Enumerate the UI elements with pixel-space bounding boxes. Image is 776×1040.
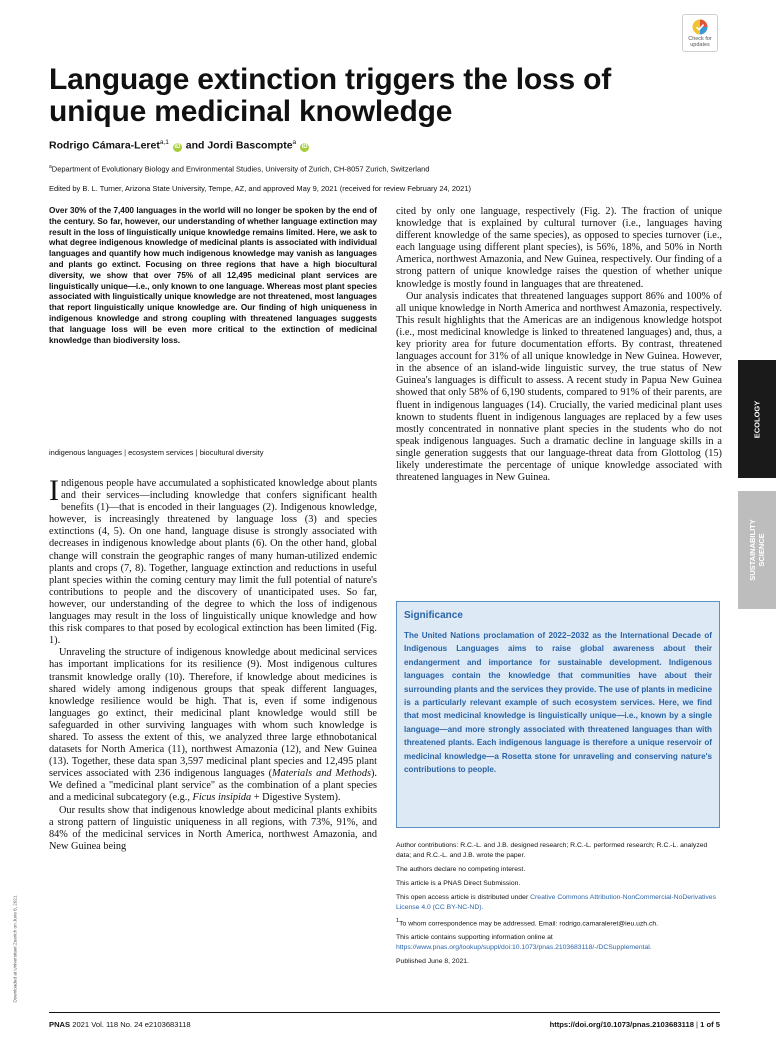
footer-divider [49, 1012, 720, 1013]
footer-citation [49, 1020, 191, 1029]
check-updates-label-2: updates [690, 42, 710, 48]
affiliation-sup: a [49, 164, 52, 170]
license-link[interactable]: Creative Commons Attribution-NonCommercial-NoDerivatives License 4.0 (CC BY-NC-ND). [396, 894, 716, 911]
abstract: Over 30% of the 7,400 languages in the world will no longer be spoken by the end of the century. So far, however, our understanding of whether language extinction may result in the loss of linguistically unique knowledge remains limited. Here, we ask to what degree indigenous knowledge of medicinal plants is associated with individual languages and quantify how much indigenous knowledge may vanish as languages and plants go extinct. Focusing on three regions that have a high biocultural diversity, we show that over 75% of all 12,495 medicinal plant services are linguistically unique—i.e., only known to one language. Whereas most plant species associated with linguistically unique knowledge are not threatened, most languages that report linguistically unique knowledge are. Our finding of high uniqueness in indigenous knowledge and strong coupling with threatened languages suggests that language loss will be even more critical to the extinction of medicinal knowledge than biodiversity loss. [49, 206, 377, 345]
author-1-affil: a,1 [159, 139, 169, 146]
correspondence-note [396, 917, 720, 929]
competing-interest: The authors declare no competing interest. [396, 865, 526, 873]
orcid-icon[interactable]: iD [301, 143, 308, 150]
body-text: + Digestive System). [251, 792, 341, 804]
page-number: 1 of 5 [700, 1020, 720, 1029]
paper-title: Language extinction triggers the loss of unique medicinal knowledge [49, 63, 612, 128]
section-tab-ecology-label: ECOLOGY [752, 400, 762, 438]
body-paragraph [49, 647, 377, 804]
body-text: ndigenous people have accumulated a sophisticated knowledge about plants and their services—including knowledge that confers significant health benefits (1)—that is encoded in their languages (2). Indigenous knowledge, however, is increasingly threatened by language loss (3) and species extinctions (4, 5). On one hand, language disuse is strongly associated with decreases in indigenous knowledge about plants (6). On the other hand, global change will constrain the geographic ranges of many human-utilized endemic plants and crops (7, 8). Together, language extinction and reductions in useful plant species within the coming century may limit the full potential of nature's contributions to people and the discovery of unanticipated uses. So far, however, our understanding of the degree to which the loss of indigenous languages may result in the loss of linguistically unique knowledge and how this risk compares to that posed by ecological extinction has been limited (Fig. 1). [49, 478, 377, 647]
section-tab-sustainability-label [748, 519, 766, 581]
author-line [49, 139, 310, 152]
affiliation-text: Department of Evolutionary Biology and Environmental Studies, University of Zurich, CH-8057 Zurich, Switzerland [51, 164, 430, 174]
body-paragraph: Our analysis indicates that threatened languages support 86% and 100% of all unique knowledge in North America and northwest Amazonia, respectively. This result highlights that the Americas are an indigenous knowledge hotspot (i.e., most medicinal knowledge is linked to threatened languages) and, thus, a key priority area for future documentation efforts. By contrast, threatened languages account for 31% of all unique knowledge in New Guinea. However, in the absence of an island-wide linguistic survey, the true status of New Guinea's languages is difficult to assess. A recent study in Papua New Guinea showed that only 58% of 6,190 students, compared to 91% of their parents, are fluent in indigenous languages (14). Crucially, the varied medicinal plant uses known to students fluent in indigenous languages are replaced by a few uses mostly concentrated in nonnative plant species in the students who do not speak indigenous languages. Such a dramatic decline in language skills in a single generation suggests that our language-threat data from Glottolog (15) likely underestimate the percentage of unique knowledge associated with threatened languages in New Guinea. [396, 290, 722, 484]
license-note [396, 893, 720, 912]
section-tab-sustainability [738, 491, 776, 609]
body-italic: Materials and Methods [272, 768, 371, 780]
check-updates-icon [691, 18, 709, 36]
significance-text: The United Nations proclamation of 2022–2032 as the International Decade of Indigenous Languages aims to raise global awareness about their endangerment and importance for sustainable development. Indigenous languages contain the knowledge that communities have about their surrounding plants and the services they provide. The use of plants in medicine is a particularly relevant example of such ecosystem services. Here, we find that most medicinal knowledge is linguistically unique—i.e., known by a single language—and more strongly associated with threatened languages than with threatened plants. Each indigenous language is therefore a unique reservoir of medicinal knowledge—a Rosetta stone for unraveling and conserving nature's contributions to people. [404, 631, 712, 775]
significance-heading: Significance [404, 610, 463, 621]
supplement-link[interactable]: https://www.pnas.org/lookup/suppl/doi:10.1073/pnas.2103683118/-/DCSupplemental. [396, 943, 652, 951]
significance-box [396, 601, 720, 828]
supplement-text: This article contains supporting information online at [396, 934, 553, 942]
author-2-affil: a [292, 139, 297, 146]
footnotes [396, 841, 720, 971]
keyword: biocultural diversity [199, 448, 264, 457]
check-updates-label-1: Check for [688, 36, 712, 42]
author-connector: and [185, 139, 205, 152]
keywords [49, 448, 263, 457]
science-word: SCIENCE [757, 533, 766, 567]
drop-cap: I [49, 478, 59, 507]
check-for-updates-badge[interactable] [682, 14, 718, 52]
body-left-column [49, 478, 377, 988]
body-text: ). We defined a "medicinal plant service" as the combination of a plant species and a medicinal subcategory (e.g., [49, 768, 377, 804]
download-note-text: Downloaded at Universitaet Zuerich on June 8, 2021 [12, 895, 18, 1003]
published-date: Published June 8, 2021. [396, 958, 469, 966]
body-paragraph: Our results show that indigenous knowledge about medicinal plants exhibits a strong pattern of linguistic uniqueness in all regions, with 73%, 91%, and 84% of the medicinal services in North America, northwest Amazonia, and New Guinea being [49, 804, 377, 852]
supplement-note [396, 933, 720, 952]
author-contributions: Author contributions: R.C.-L. and J.B. designed research; R.C.-L. performed research; R.C.-L. analyzed data; and R.C.-L. and J.B. wrote the paper. [396, 842, 708, 859]
correspondence-text: To whom correspondence may be addressed. Email: rodrigo.camaraleret@ieu.uzh.ch. [399, 920, 659, 928]
body-paragraph: cited by only one language, respectively (Fig. 2). The fraction of unique knowledge that is explained by cultural turnover (i.e., languages having different knowledge of the same species), as opposed to species turnover (i.e., each language using different plant species), is 56%, 18%, and 50% in North America, northwest Amazonia, and New Guinea, respectively. Our finding of a strong pattern of unique knowledge raises the question of whether unique knowledge is mostly found in languages that are threatened. [396, 206, 722, 290]
edited-by-line: Edited by B. L. Turner, Arizona State University, Tempe, AZ, and approved May 9, 2021 (received for review February 24, 2021) [49, 184, 472, 193]
sustainability-word: SUSTAINABILITY [748, 519, 757, 581]
license-text: This open access article is distributed under [396, 894, 531, 902]
keyword: ecosystem services [128, 448, 194, 457]
affiliation [49, 164, 429, 174]
keyword-separator: | [124, 448, 127, 457]
section-tab-ecology [738, 360, 776, 478]
body-right-column [396, 206, 722, 590]
footer-separator: | [696, 1020, 699, 1029]
citation-text: 2021 Vol. 118 No. 24 e2103683118 [72, 1020, 191, 1029]
species-name: Ficus insipida [192, 792, 252, 804]
keyword: indigenous languages [49, 448, 122, 457]
body-paragraph [49, 478, 377, 647]
doi-link[interactable]: https://doi.org/10.1073/pnas.2103683118 [549, 1020, 694, 1029]
journal-name: PNAS [49, 1020, 71, 1029]
footer-doi [470, 1020, 720, 1029]
body-text: Unraveling the structure of indigenous knowledge about medicinal services has important implications for its resilience (9). Most indigenous cultures transmit knowledge orally (10). Therefore, if knowledge about medicines is shared widely among indigenous groups that speak different languages, knowledge resilience would be high. That is, even if some indigenous languages go extinct, their medicinal plant knowledge would still be safeguarded in other surviving languages with whom such knowledge is shared. To assess the extent of this, we analyzed three large ethnobotanical datasets for North America (11), northwest Amazonia (12), and New Guinea (13). Together, these data span 3,597 medicinal plant species and 12,495 plant services associated with 236 indigenous languages ( [49, 647, 377, 780]
download-note [10, 820, 20, 1010]
orcid-icon[interactable]: iD [174, 143, 181, 150]
keyword-separator: | [195, 448, 198, 457]
direct-submission: This article is a PNAS Direct Submission. [396, 879, 521, 887]
author-name-1: Rodrigo Cámara-Leret [49, 139, 160, 152]
author-name-2: Jordi Bascompte [207, 139, 293, 152]
correspondence-sup: 1 [396, 917, 400, 924]
